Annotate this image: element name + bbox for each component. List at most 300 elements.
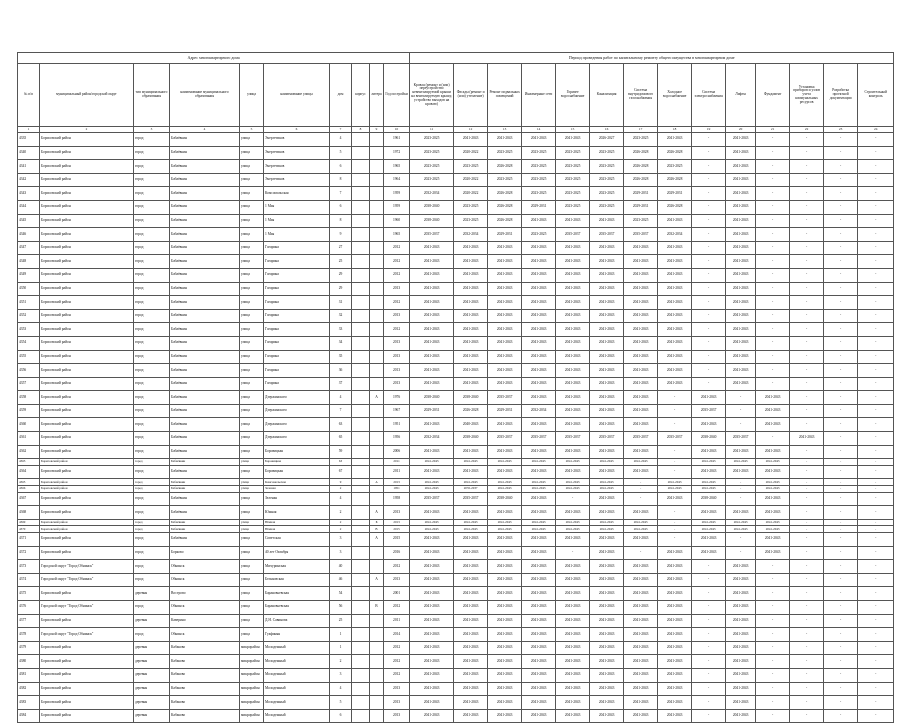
table-row [18, 587, 894, 601]
cell-year: 1956 [384, 432, 410, 446]
cell-year: 2011 [384, 459, 410, 466]
cell-type: город [134, 418, 170, 432]
cell-period: 2041-2043 [556, 560, 590, 574]
cell-period: 2041-2043 [556, 404, 590, 418]
cell-street-type: улица [240, 282, 264, 296]
cell-type: город [134, 241, 170, 255]
cell-year: 1951 [384, 486, 410, 493]
cell-mo: Вострово [170, 587, 240, 601]
cell-period: 2041-2043 [488, 465, 522, 479]
cell-street-type: улица [240, 560, 264, 574]
cell-lit [370, 282, 384, 296]
cell-period: 2041-2043 [756, 492, 790, 506]
cell-period: - [756, 668, 790, 682]
cell-period: 2041-2043 [556, 533, 590, 547]
cell-period: 2041-2043 [726, 465, 756, 479]
cell-period: 2026-2028 [488, 187, 522, 201]
cell-year: 1965 [384, 160, 410, 174]
cell-house: 4 [330, 492, 352, 506]
column-header: Строительный контроль [858, 64, 894, 127]
cell-period: - [658, 418, 692, 432]
cell-period: 2041-2043 [726, 573, 756, 587]
cell-corp [352, 336, 370, 350]
cell-period: 2038-2040 [454, 432, 488, 446]
cell-period: - [726, 533, 756, 547]
cell-period: - [824, 479, 858, 486]
cell-period: 2041-2043 [756, 479, 790, 486]
column-number: 4 [170, 127, 240, 133]
cell-period: - [824, 459, 858, 466]
cell-period: - [858, 533, 894, 547]
cell-period: 2041-2043 [692, 486, 726, 493]
cell-period: - [790, 492, 824, 506]
cell-period: - [824, 391, 858, 405]
cell-period: 2041-2043 [488, 506, 522, 520]
cell-period: 2026-2028 [488, 214, 522, 228]
cell-period: 2041-2043 [522, 696, 556, 710]
cell-period: 2041-2043 [454, 641, 488, 655]
cell-period: 2041-2043 [454, 655, 488, 669]
cell-year: 2013 [384, 506, 410, 520]
cell-type: город [134, 486, 170, 493]
cell-period: 2023-2025 [522, 228, 556, 242]
table-row [18, 526, 894, 533]
column-header: Система внутридомового газоснабжения [624, 64, 658, 127]
cell-period: - [824, 350, 858, 364]
cell-period: 2026-2028 [624, 160, 658, 174]
cell-period: - [858, 560, 894, 574]
cell-period: 2041-2043 [556, 641, 590, 655]
cell-lit [370, 364, 384, 378]
cell-period: 2026-2028 [624, 146, 658, 160]
cell-period: 2041-2043 [658, 479, 692, 486]
cell-period: 2041-2043 [454, 696, 488, 710]
cell-mo: Кабаково [170, 709, 240, 723]
cell-period: 2029-2031 [488, 228, 522, 242]
cell-period: - [756, 573, 790, 587]
cell-period: - [726, 418, 756, 432]
cell-period: 2041-2043 [726, 296, 756, 310]
cell-period: 2041-2043 [410, 506, 454, 520]
cell-street: 1 Мая [264, 214, 330, 228]
cell-period: 2041-2043 [488, 682, 522, 696]
address-group-header: Адрес многоквартирного дома [18, 53, 410, 64]
cell-district: Борисовский район [40, 526, 134, 533]
cell-corp [352, 350, 370, 364]
cell-lit [370, 160, 384, 174]
cell-period: - [756, 282, 790, 296]
cell-period: 2041-2043 [624, 241, 658, 255]
cell-period: 2041-2043 [488, 655, 522, 669]
cell-period: 2041-2043 [410, 445, 454, 459]
column-number: 2 [40, 127, 134, 133]
cell-period: 2041-2043 [590, 600, 624, 614]
cell-id: 4362 [18, 445, 40, 459]
register-sheet [17, 52, 893, 723]
cell-type: деревня [134, 655, 170, 669]
cell-mo: Обнинск [170, 600, 240, 614]
cell-period: - [658, 404, 692, 418]
cell-period: - [790, 200, 824, 214]
cell-period: 2041-2043 [658, 682, 692, 696]
cell-corp [352, 641, 370, 655]
cell-period: 2041-2043 [410, 682, 454, 696]
column-header: Канализация [590, 64, 624, 127]
cell-period: - [790, 533, 824, 547]
cell-period: - [756, 228, 790, 242]
cell-year: 2013 [384, 309, 410, 323]
column-header: тип муниципального образования [134, 64, 170, 127]
cell-period: 2041-2043 [454, 682, 488, 696]
cell-lit: В [370, 600, 384, 614]
cell-street: Гагарина [264, 350, 330, 364]
cell-period: 2041-2043 [454, 546, 488, 560]
table-row [18, 364, 894, 378]
cell-house: 4 [330, 391, 352, 405]
cell-period: 2041-2043 [658, 709, 692, 723]
cell-period: 2041-2043 [756, 519, 790, 526]
cell-period: 2041-2043 [726, 709, 756, 723]
cell-period: 2041-2043 [488, 641, 522, 655]
cell-street: Зеленая [264, 486, 330, 493]
cell-corp [352, 465, 370, 479]
cell-street-type: микрорайон [240, 641, 264, 655]
cell-period: 2041-2043 [556, 668, 590, 682]
cell-year: 1959 [384, 187, 410, 201]
cell-district: Борисовский район [40, 391, 134, 405]
column-number: 10 [384, 127, 410, 133]
cell-period: 2041-2043 [410, 486, 454, 493]
cell-period: - [726, 492, 756, 506]
cell-period: 2035-2037 [658, 432, 692, 446]
cell-period: 2041-2043 [488, 282, 522, 296]
cell-id: 4345 [18, 214, 40, 228]
cell-district: Борисовский район [40, 296, 134, 310]
cell-lit [370, 377, 384, 391]
cell-house: 63 [330, 418, 352, 432]
cell-period: 2041-2043 [556, 418, 590, 432]
cell-period: - [658, 445, 692, 459]
cell-type: город [134, 445, 170, 459]
cell-period: 2041-2043 [726, 255, 756, 269]
cell-id: 4363 [18, 459, 40, 466]
cell-street: Молодежный [264, 668, 330, 682]
cell-mo: Бабаёвкин [170, 479, 240, 486]
cell-corp [352, 133, 370, 147]
cell-period: 2041-2043 [454, 533, 488, 547]
cell-type: город [134, 282, 170, 296]
cell-id: 4354 [18, 336, 40, 350]
cell-id: 4378 [18, 628, 40, 642]
cell-street: Гагарина [264, 377, 330, 391]
cell-corp [352, 200, 370, 214]
cell-period: 2041-2043 [624, 323, 658, 337]
cell-corp [352, 573, 370, 587]
cell-period: 2041-2043 [726, 668, 756, 682]
cell-period: - [692, 309, 726, 323]
cell-period: 2041-2043 [726, 200, 756, 214]
cell-period: - [858, 486, 894, 493]
cell-period: 2041-2043 [522, 492, 556, 506]
cell-period: - [824, 228, 858, 242]
cell-period: 2041-2043 [590, 418, 624, 432]
cell-type: город [134, 336, 170, 350]
cell-corp [352, 309, 370, 323]
cell-district: Борисовский район [40, 200, 134, 214]
column-number: 20 [726, 127, 756, 133]
cell-period: 2041-2043 [590, 323, 624, 337]
column-header: Год постройки [384, 64, 410, 127]
cell-mo: Бабаёвкин [170, 459, 240, 466]
cell-period: - [824, 709, 858, 723]
cell-period: 2041-2043 [590, 655, 624, 669]
cell-period: - [824, 173, 858, 187]
column-number: 13 [488, 127, 522, 133]
cell-period: 2026-2028 [658, 146, 692, 160]
cell-period: 2035-2037 [726, 432, 756, 446]
cell-lit [370, 228, 384, 242]
column-number: 24 [858, 127, 894, 133]
cell-period: 2041-2043 [624, 268, 658, 282]
cell-street: Дзержинского [264, 404, 330, 418]
cell-corp [352, 241, 370, 255]
cell-year: 2013 [384, 364, 410, 378]
cell-period: - [756, 364, 790, 378]
cell-period: - [756, 173, 790, 187]
cell-period: - [790, 696, 824, 710]
cell-period: 2020-2022 [454, 187, 488, 201]
cell-period: - [790, 391, 824, 405]
cell-house: 1 [330, 628, 352, 642]
cell-street: Гагарина [264, 323, 330, 337]
cell-period: - [692, 696, 726, 710]
cell-type: деревня [134, 614, 170, 628]
cell-corp [352, 600, 370, 614]
cell-period: - [824, 546, 858, 560]
column-number: 19 [692, 127, 726, 133]
cell-year: 2013 [384, 377, 410, 391]
cell-period: 2020-2022 [454, 173, 488, 187]
cell-period: 2041-2043 [590, 255, 624, 269]
cell-period: 2023-2025 [658, 160, 692, 174]
table-row [18, 418, 894, 432]
cell-period: 2041-2043 [658, 492, 692, 506]
cell-street-type: улица [240, 445, 264, 459]
cell-period: 2041-2043 [624, 600, 658, 614]
cell-period: 2041-2043 [624, 641, 658, 655]
cell-period: - [824, 614, 858, 628]
cell-period: 2041-2043 [522, 241, 556, 255]
cell-street: Гагарина [264, 268, 330, 282]
repair-schedule-table [17, 52, 894, 723]
cell-district: Борисовский район [40, 614, 134, 628]
cell-period: 2041-2043 [692, 459, 726, 466]
cell-period: 2026-2028 [454, 404, 488, 418]
cell-period: 2041-2043 [692, 418, 726, 432]
cell-period: - [692, 228, 726, 242]
cell-period: - [790, 350, 824, 364]
cell-period: - [790, 459, 824, 466]
cell-period: 2041-2043 [658, 336, 692, 350]
cell-period: 2032-2034 [454, 228, 488, 242]
cell-type: город [134, 187, 170, 201]
column-header: наименование улицы [264, 64, 330, 127]
cell-period: - [790, 377, 824, 391]
cell-period: 2041-2043 [590, 282, 624, 296]
cell-period: 2041-2043 [624, 682, 658, 696]
cell-period: 2023-2025 [410, 173, 454, 187]
cell-period: 2041-2043 [658, 255, 692, 269]
cell-street: 40 лет Октября [264, 546, 330, 560]
cell-district: Борисовский район [40, 506, 134, 520]
cell-period: - [790, 479, 824, 486]
column-header: № п/п [18, 64, 40, 127]
cell-period: - [756, 628, 790, 642]
cell-period: 2041-2043 [556, 364, 590, 378]
cell-district: Борисовский район [40, 492, 134, 506]
cell-period: 2041-2043 [726, 614, 756, 628]
table-row [18, 641, 894, 655]
table-header [18, 53, 894, 133]
cell-year: 2015 [384, 526, 410, 533]
cell-period: 2041-2043 [590, 628, 624, 642]
cell-type: город [134, 364, 170, 378]
cell-period: 2041-2043 [658, 696, 692, 710]
cell-period: 2041-2043 [556, 479, 590, 486]
column-number: 3 [134, 127, 170, 133]
cell-period: 2041-2043 [488, 418, 522, 432]
cell-lit: Б [370, 519, 384, 526]
cell-house: 37 [330, 377, 352, 391]
cell-period: 2041-2043 [410, 546, 454, 560]
cell-period: 2041-2043 [522, 560, 556, 574]
cell-period: 2041-2043 [454, 350, 488, 364]
cell-period: - [726, 479, 756, 486]
cell-period: - [858, 696, 894, 710]
cell-lit [370, 323, 384, 337]
cell-period: 2041-2043 [590, 519, 624, 526]
cell-mo: Бабаёвкин [170, 309, 240, 323]
cell-lit [370, 465, 384, 479]
cell-period: 2041-2043 [454, 526, 488, 533]
cell-period: - [756, 200, 790, 214]
cell-mo: Бабаёвкин [170, 173, 240, 187]
cell-period: - [790, 546, 824, 560]
cell-mo: Бабаёвкин [170, 160, 240, 174]
cell-period: 2041-2043 [590, 465, 624, 479]
cell-period: 2041-2043 [590, 573, 624, 587]
cell-period: - [858, 255, 894, 269]
cell-period: - [858, 241, 894, 255]
cell-period: - [790, 268, 824, 282]
cell-lit [370, 668, 384, 682]
cell-house: 7 [330, 187, 352, 201]
cell-period: - [824, 160, 858, 174]
cell-period: 2041-2043 [658, 323, 692, 337]
cell-house: 3 [330, 546, 352, 560]
cell-street: Гагарина [264, 364, 330, 378]
cell-year: 1960 [384, 214, 410, 228]
cell-period: 2041-2043 [692, 479, 726, 486]
cell-period: 2029-2031 [658, 187, 692, 201]
cell-period: 2038-2040 [488, 492, 522, 506]
cell-period: 2041-2043 [522, 268, 556, 282]
cell-period: 2041-2043 [590, 268, 624, 282]
cell-period: 2038-2040 [692, 432, 726, 446]
cell-mo: Бабаёвкин [170, 228, 240, 242]
cell-lit [370, 296, 384, 310]
cell-mo: Бабаёвкин [170, 187, 240, 201]
cell-period: - [790, 173, 824, 187]
table-row [18, 696, 894, 710]
cell-period: 2041-2043 [726, 336, 756, 350]
table-row [18, 214, 894, 228]
cell-period: 2041-2043 [556, 241, 590, 255]
cell-period: 2041-2043 [726, 187, 756, 201]
cell-street-type: улица [240, 228, 264, 242]
cell-type: город [134, 133, 170, 147]
cell-district: Борисовский район [40, 479, 134, 486]
cell-period: - [858, 364, 894, 378]
cell-district: Городской округ "Город Обнинск" [40, 600, 134, 614]
table-row [18, 479, 894, 486]
cell-period: 2041-2043 [726, 587, 756, 601]
cell-period: 2041-2043 [756, 445, 790, 459]
cell-period: - [858, 526, 894, 533]
cell-period: 2041-2043 [658, 573, 692, 587]
cell-period: - [858, 160, 894, 174]
cell-period: 2026-2028 [658, 173, 692, 187]
cell-lit [370, 486, 384, 493]
cell-period: 2041-2043 [556, 506, 590, 520]
cell-house: 6 [330, 160, 352, 174]
cell-id: 4342 [18, 173, 40, 187]
cell-period: 2041-2043 [556, 377, 590, 391]
cell-period: 2041-2043 [454, 296, 488, 310]
cell-period: - [756, 587, 790, 601]
cell-period: 2041-2043 [590, 587, 624, 601]
cell-period: 2041-2043 [522, 533, 556, 547]
cell-type: деревня [134, 668, 170, 682]
cell-lit [370, 404, 384, 418]
cell-period: - [824, 519, 858, 526]
table-row [18, 160, 894, 174]
cell-period: 2041-2043 [488, 255, 522, 269]
cell-house: 2 [330, 519, 352, 526]
cell-period: 2041-2043 [726, 655, 756, 669]
cell-period: - [858, 133, 894, 147]
cell-corp [352, 255, 370, 269]
cell-period: 2041-2043 [556, 519, 590, 526]
cell-id: 4374 [18, 573, 40, 587]
cell-period: 2041-2043 [658, 364, 692, 378]
cell-mo: Бабаёвкин [170, 255, 240, 269]
cell-mo: Бабаёвкин [170, 486, 240, 493]
cell-period: - [858, 336, 894, 350]
cell-period: - [790, 404, 824, 418]
cell-street: 1 Мая [264, 228, 330, 242]
cell-period: - [756, 560, 790, 574]
cell-id: 4341 [18, 160, 40, 174]
cell-period: - [824, 364, 858, 378]
cell-corp [352, 668, 370, 682]
cell-type: город [134, 173, 170, 187]
cell-period: - [858, 391, 894, 405]
table-row [18, 323, 894, 337]
cell-period: - [858, 146, 894, 160]
cell-id: 4346 [18, 228, 40, 242]
cell-corp [352, 377, 370, 391]
